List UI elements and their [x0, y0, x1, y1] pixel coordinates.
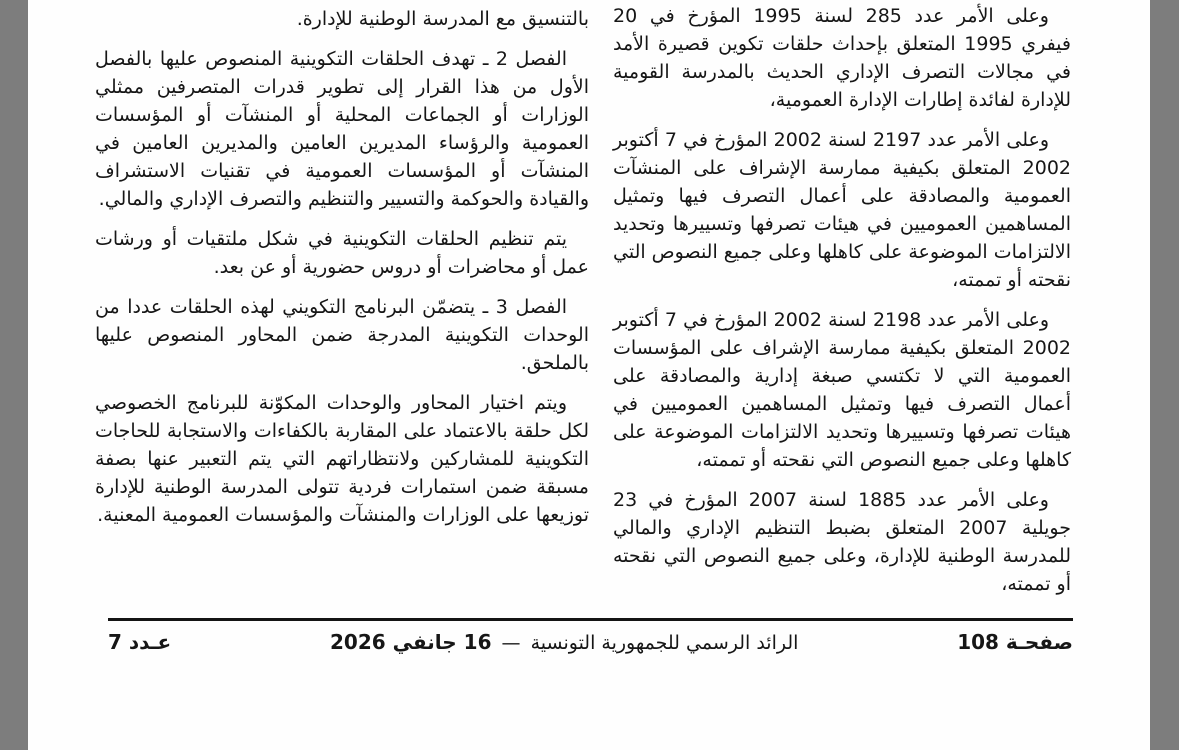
visa-decree-1885-2007-paragraph: وعلى الأمر عدد 1885 لسنة 2007 المؤرخ في 23 جويلية 2007 المتعلق بضبط التنظيم الإداري والمالي للمدرسة الوطنية للإدارة، وعلى جميع النصوص التي نقحته أو تممته، [613, 489, 1071, 595]
issue-number-label: عـدد 7 [108, 630, 172, 654]
text-column-right [613, 2, 1071, 610]
article-3-selection-paragraph: ويتم اختيار المحاور والوحدات المكوّنة للبرنامج الخصوصي لكل حلقة بالاعتماد على المقاربة بالكفاءات والاستجابة للحاجات التكوينية للمشاركين ولانتظاراتهم التي يتم التعبير عنها بصفة مسبقة ضمن استمارات فردية تتولى المدرسة الوطنية للإدارة توزيعها على الوزارات والمنشآت والمؤسسات العمومية المعنية. [95, 392, 589, 526]
visa-decree-285-1995-paragraph: وعلى الأمر عدد 285 لسنة 1995 المؤرخ في 20 فيفري 1995 المتعلق بإحداث حلقات تكوين قصيرة الأمد في مجالات التصرف الإداري الحديث بالمدرسة القومية للإدارة لفائدة إطارات الإدارة العمومية، [613, 5, 1071, 111]
visa-decree-2197-2002-paragraph: وعلى الأمر عدد 2197 لسنة 2002 المؤرخ في 7 أكتوبر 2002 المتعلق بكيفية ممارسة الإشراف على المنشآت العمومية والمصادقة على أعمال التصرف فيها وتمثيل المساهمين العموميين في هيئات تصرفها وتسييرها وتحديد الالتزامات الموضوعة على كاهلها وعلى جميع النصوص التي نقحته أو تممته، [613, 129, 1071, 291]
article-2-format-paragraph: يتم تنظيم الحلقات التكوينية في شكل ملتقيات أو ورشات عمل أو محاضرات أو دروس حضورية أو عن بعد. [95, 228, 589, 278]
scan-margin-left [0, 0, 28, 750]
issue-date: 16 جانفي 2026 [329, 630, 492, 654]
page-number-label: صفحـة 108 [957, 630, 1073, 654]
title-date-separator: — [501, 632, 521, 654]
footer [108, 630, 1073, 654]
text-column-left [95, 5, 589, 541]
scan-margin-right [1150, 0, 1179, 750]
journal-title-and-date [330, 630, 798, 654]
article-3-paragraph: الفصل 3 ـ يتضمّن البرنامج التكويني لهذه الحلقات عددا من الوحدات التكوينية المدرجة ضمن المحاور المنصوص عليها بالملحق. [95, 296, 589, 374]
continuation-line-paragraph: بالتنسيق مع المدرسة الوطنية للإدارة. [296, 8, 589, 30]
visa-decree-2198-2002-paragraph: وعلى الأمر عدد 2198 لسنة 2002 المؤرخ في 7 أكتوبر 2002 المتعلق بكيفية ممارسة الإشراف على المؤسسات العمومية التي لا تكتسي صبغة إدارية والمصادقة على أعمال التصرف فيها وتمثيل المساهمين العموميين في هيئات تصرفها وتسييرها وتحديد الالتزامات الموضوعة على كاهلها وعلى جميع النصوص التي نقحته أو تممته، [613, 309, 1071, 471]
footer-divider-rule [108, 618, 1073, 621]
article-2-paragraph: الفصل 2 ـ تهدف الحلقات التكوينية المنصوص عليها بالفصل الأول من هذا القرار إلى تطوير قدرات المتصرفين ممثلي الوزارات أو الجماعات المحلية أو المنشآت أو المؤسسات العمومية والرؤساء المديرين العامين والمديرين العامين في المنشآت أو المؤسسات العمومية في تقنيات الاستشراف والقيادة والحوكمة والتسيير والتنظيم والتصرف الإداري والمالي. [95, 48, 589, 210]
journal-title: الرائد الرسمي للجمهورية التونسية [530, 632, 799, 654]
